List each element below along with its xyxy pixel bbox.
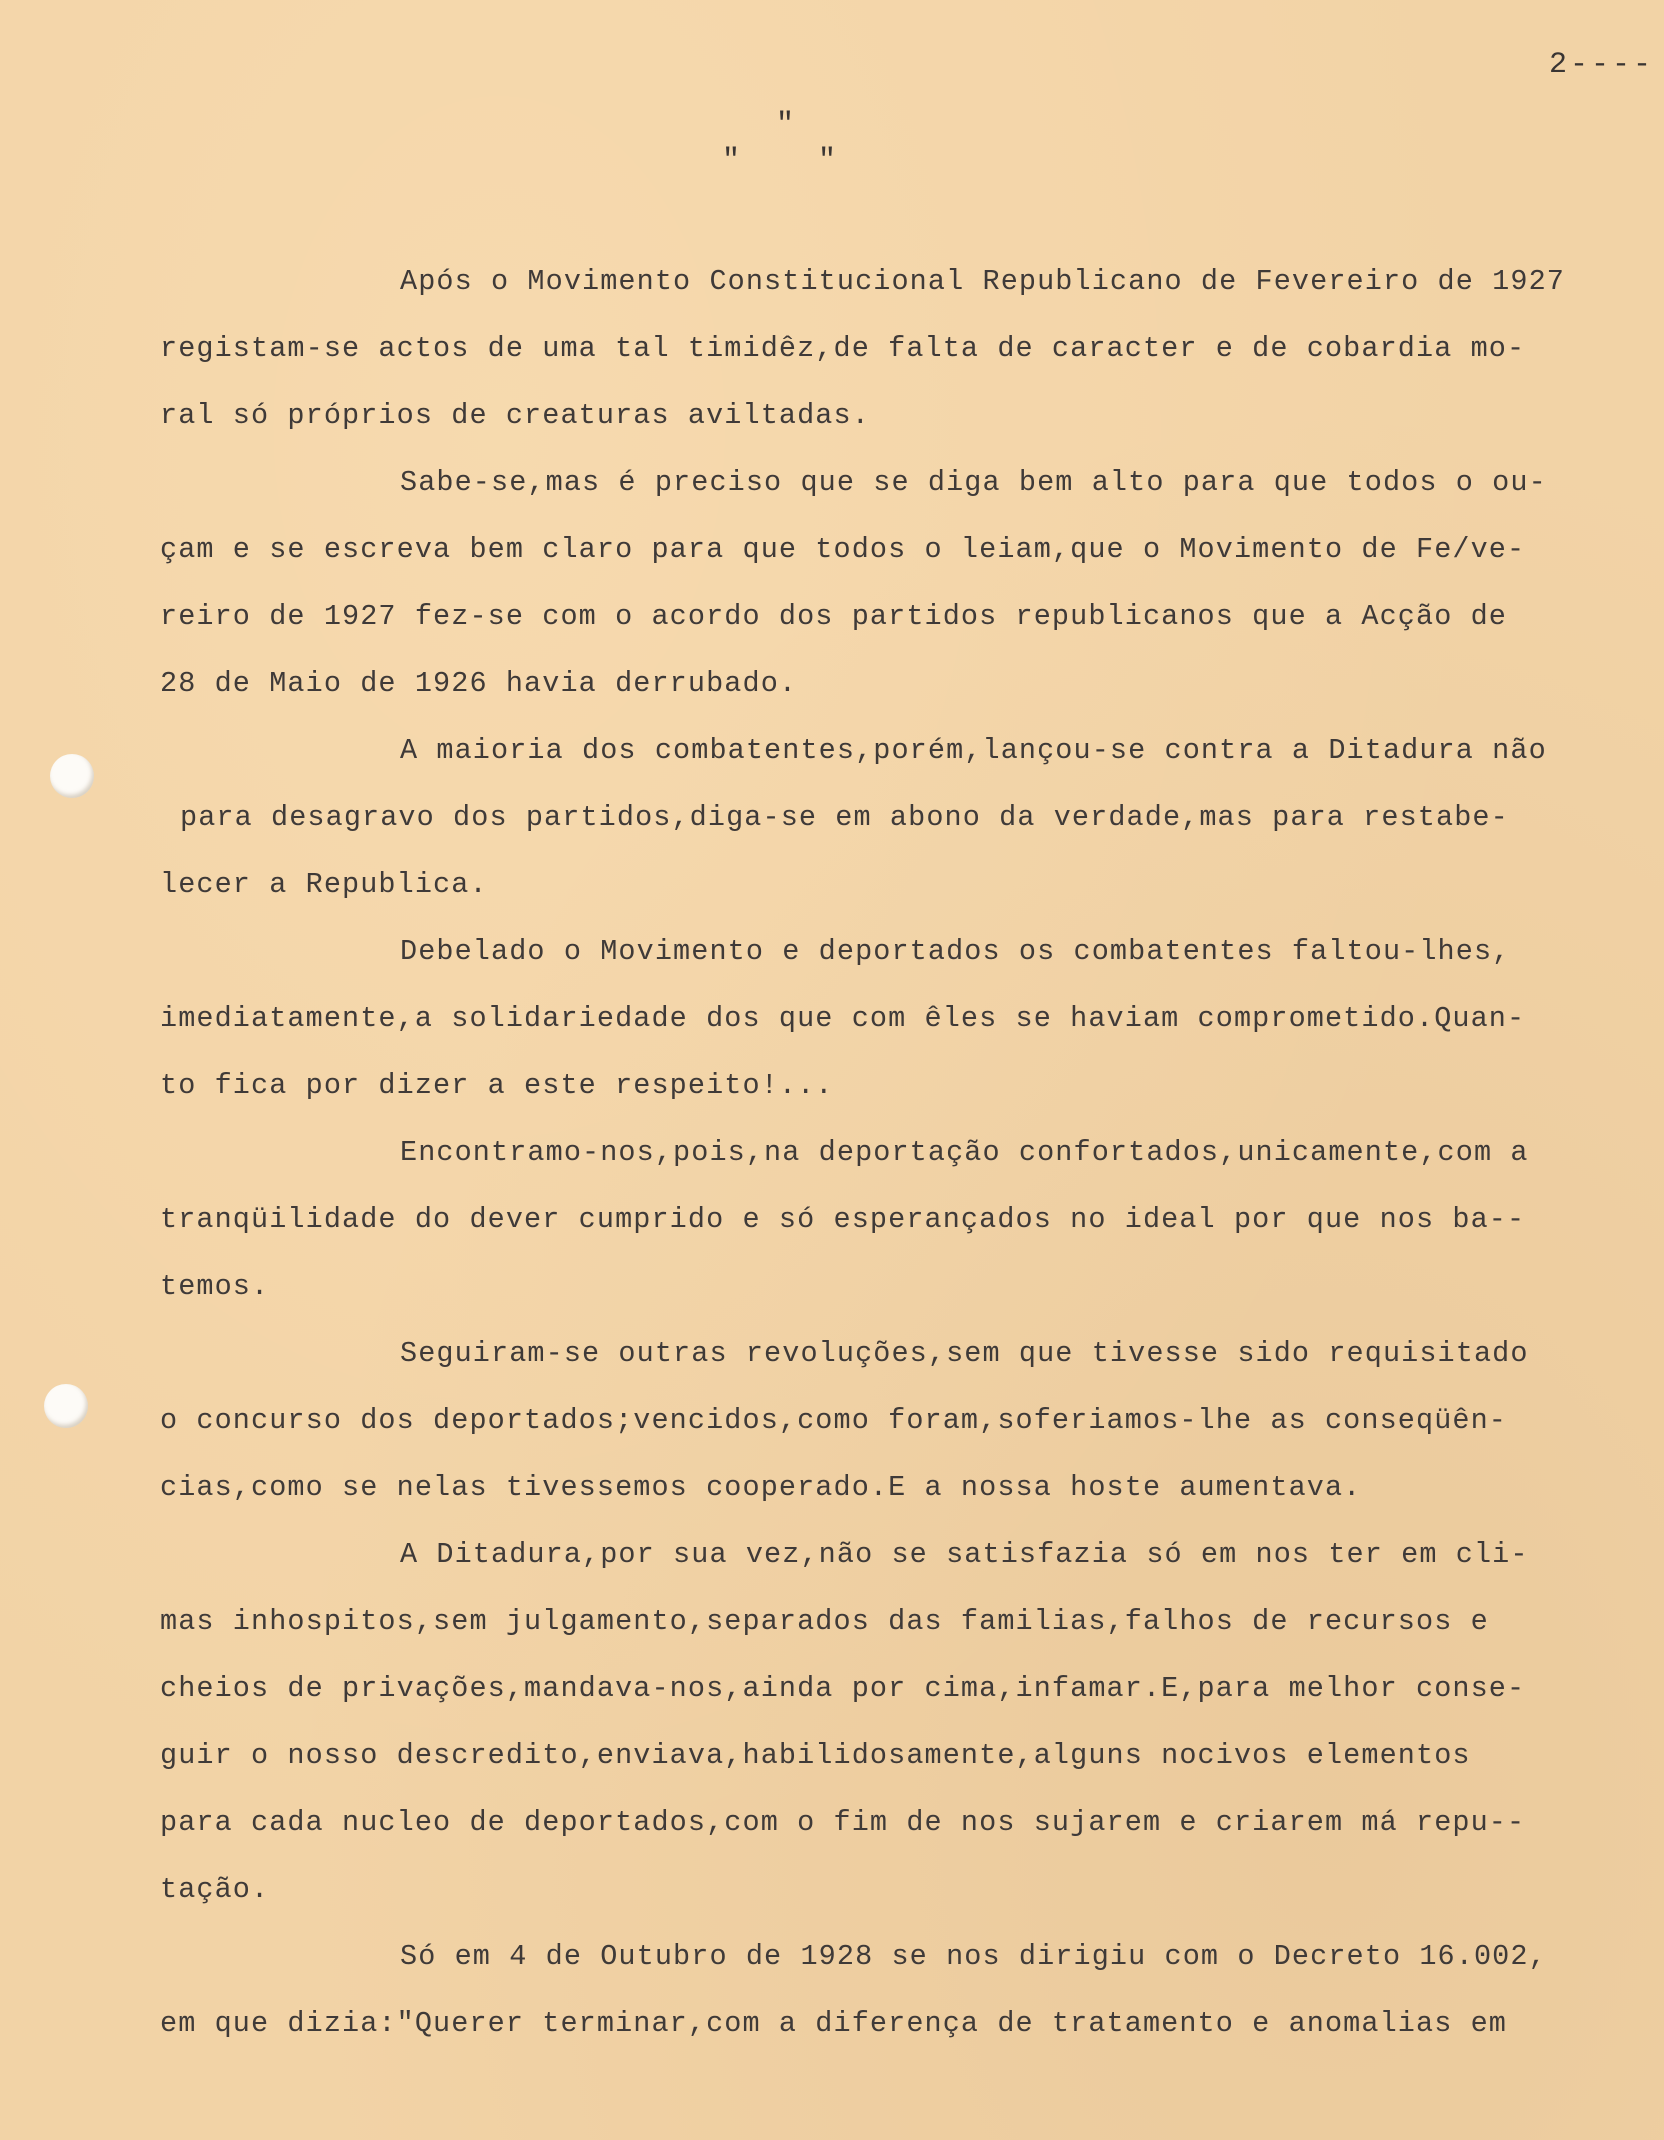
ornament-mark-right: " <box>818 144 837 178</box>
text-line: tranqüilidade do dever cumprido e só esperançados no ideal por que nos ba-- <box>160 1203 1526 1236</box>
text-line: em que dizia:"Querer terminar,com a diferença de tratamento e anomalias em <box>160 2007 1508 2040</box>
text-line: o concurso dos deportados;vencidos,como foram,soferiamos-lhe as conseqüên- <box>160 1404 1508 1437</box>
ditto-marks-ornament <box>710 108 850 178</box>
text-line: çam e se escreva bem claro para que todos o leiam,que o Movimento de Fe/ve- <box>160 533 1526 566</box>
text-line: Debelado o Movimento e deportados os combatentes faltou-lhes, <box>400 935 1511 968</box>
text-line: Após o Movimento Constitucional Republicano de Fevereiro de 1927 <box>400 265 1565 298</box>
text-line: guir o nosso descredito,enviava,habilidosamente,alguns nocivos elementos <box>160 1739 1471 1772</box>
text-line: para desagravo dos partidos,diga-se em abono da verdade,mas para restabe- <box>180 801 1509 834</box>
text-line: tação. <box>160 1873 270 1906</box>
text-line: imediatamente,a solidariedade dos que com êles se haviam comprometido.Quan- <box>160 1002 1526 1035</box>
text-line: A maioria dos combatentes,porém,lançou-se contra a Ditadura não <box>400 734 1547 767</box>
text-line: Seguiram-se outras revoluções,sem que tivesse sido requisitado <box>400 1337 1529 1370</box>
page-number: 2---- <box>1548 48 1654 82</box>
text-line: 28 de Maio de 1926 havia derrubado. <box>160 667 798 700</box>
text-line: ral só próprios de creaturas aviltadas. <box>160 399 870 432</box>
text-line: Sabe-se,mas é preciso que se diga bem alto para que todos o ou- <box>400 466 1547 499</box>
punch-hole <box>44 1384 88 1428</box>
punch-hole <box>50 754 94 798</box>
text-line: to fica por dizer a este respeito!... <box>160 1069 834 1102</box>
text-line: mas inhospitos,sem julgamento,separados das familias,falhos de recursos e <box>160 1605 1489 1638</box>
text-line: lecer a Republica. <box>160 868 488 901</box>
ornament-mark-left: " <box>722 144 741 178</box>
text-line: temos. <box>160 1270 270 1303</box>
text-line: Só em 4 de Outubro de 1928 se nos dirigiu com o Decreto 16.002, <box>400 1940 1547 1973</box>
text-line: cias,como se nelas tivessemos cooperado.E a nossa hoste aumentava. <box>160 1471 1362 1504</box>
text-line: A Ditadura,por sua vez,não se satisfazia só em nos ter em cli- <box>400 1538 1529 1571</box>
text-line: registam-se actos de uma tal timidêz,de falta de caracter e de cobardia mo- <box>160 332 1526 365</box>
body-text <box>160 248 1630 2057</box>
ornament-mark-top: " <box>776 108 795 142</box>
text-line: reiro de 1927 fez-se com o acordo dos partidos republicanos que a Acção de <box>160 600 1508 633</box>
text-line: Encontramo-nos,pois,na deportação confortados,unicamente,com a <box>400 1136 1529 1169</box>
text-line: para cada nucleo de deportados,com o fim de nos sujarem e criarem má repu-- <box>160 1806 1526 1839</box>
text-line: cheios de privações,mandava-nos,ainda por cima,infamar.E,para melhor conse- <box>160 1672 1526 1705</box>
